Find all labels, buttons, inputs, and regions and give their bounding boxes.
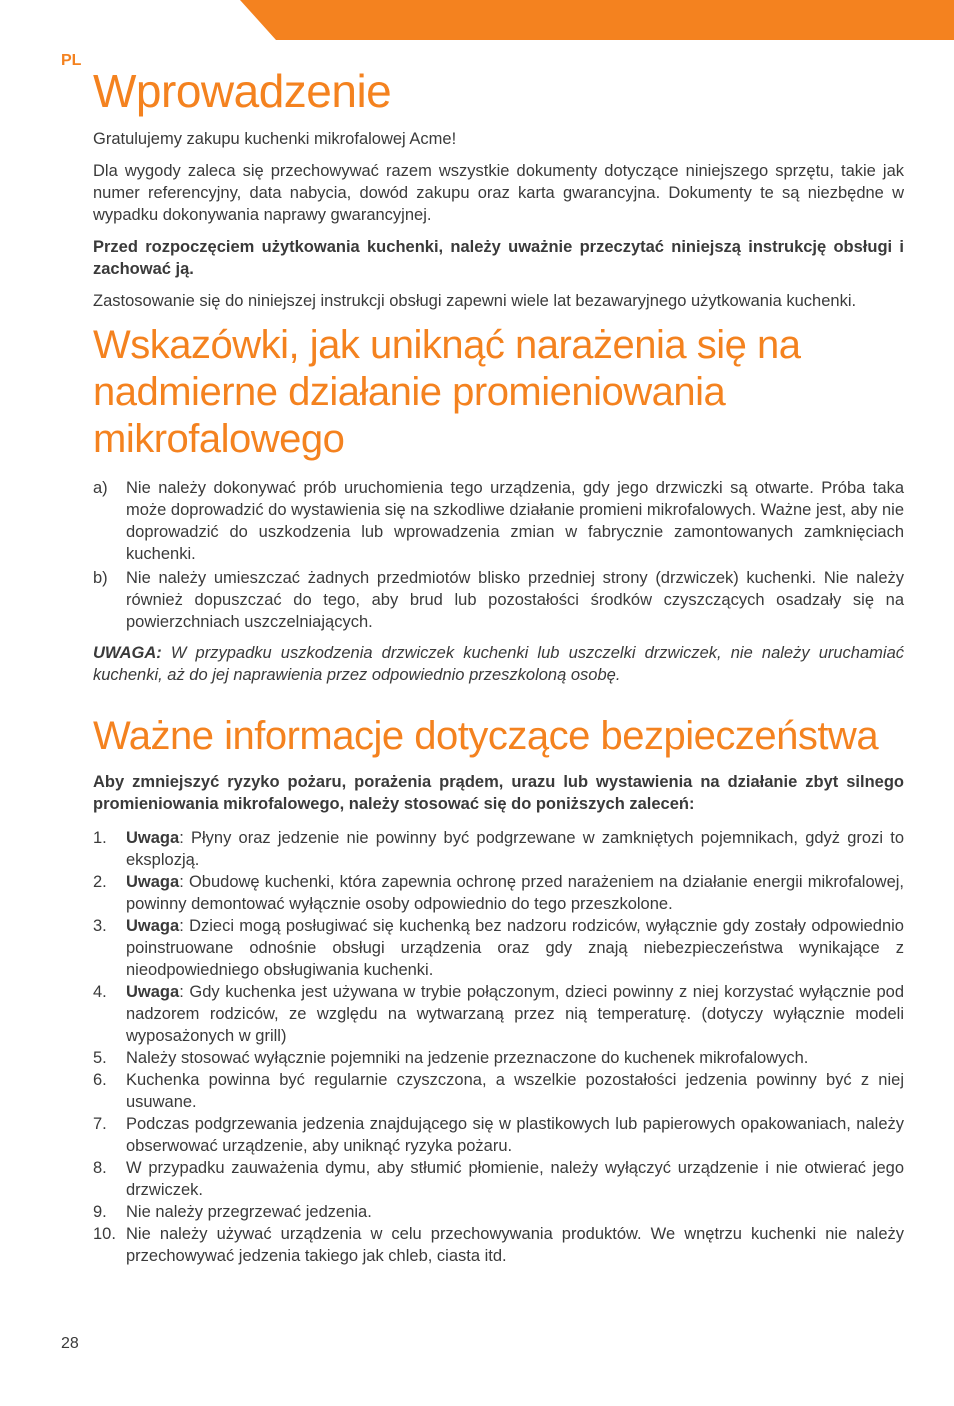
list-item-text: : Obudowę kuchenki, która zapewnia ochronę przed narażeniem na działanie energii mikrofalowej, powinny demontować wyłącznie osoby odpowiednio do tego przeszkolone.: [126, 873, 904, 913]
safety-heading: Ważne informacje dotyczące bezpieczeństwa: [93, 714, 879, 758]
list-number: 5.: [93, 1049, 107, 1067]
intro-paragraph: Zastosowanie się do niniejszej instrukcji obsługi zapewni wiele lat bezawaryjnego użytkowania kuchenki.: [93, 292, 857, 310]
page-content: [93, 62, 904, 1267]
item-label: Uwaga: [126, 917, 180, 935]
tips-list: [93, 477, 904, 633]
list-number: 2.: [93, 873, 107, 891]
list-item-text: Nie należy umieszczać żadnych przedmiotów blisko przedniej strony (drzwiczek) kuchenki. Nie należy również dopuszczać do tego, aby brud lub pozostałości środków czyszczących osadzały się na powierzchniach uszczelniających.: [126, 569, 904, 631]
safety-list: [93, 827, 904, 1267]
item-label: Uwaga: [126, 983, 180, 1001]
list-item: [93, 1047, 904, 1069]
header-accent-bar: [240, 0, 954, 40]
list-item-text: : Płyny oraz jedzenie nie powinny być podgrzewane w zamkniętych pojemnikach, gdyż grozi to eksplozją.: [126, 829, 904, 869]
note-label: UWAGA:: [93, 644, 162, 662]
list-marker: b): [93, 569, 108, 587]
list-item: [93, 477, 904, 565]
list-item-text: Podczas podgrzewania jedzenia znajdującego się w plastikowych lub papierowych opakowaniach, należy obserwować urządzenie, aby uniknąć ryzyka pożaru.: [126, 1115, 904, 1155]
list-item-text: Należy stosować wyłącznie pojemniki na jedzenie przeznaczone do kuchenek mikrofalowych.: [126, 1049, 809, 1067]
list-item-text: Nie należy przegrzewać jedzenia.: [126, 1203, 372, 1221]
safety-section: [93, 713, 904, 1267]
language-label: PL: [61, 52, 82, 69]
list-item: [93, 567, 904, 633]
warning-note: [93, 642, 904, 686]
list-number: 3.: [93, 917, 107, 935]
item-label: Uwaga: [126, 829, 180, 847]
list-item: [93, 827, 904, 871]
list-item-text: Kuchenka powinna być regularnie czyszczona, a wszelkie pozostałości jedzenia powinny być z niej usuwane.: [126, 1071, 904, 1111]
list-number: 9.: [93, 1203, 107, 1221]
list-item: [93, 1223, 904, 1267]
list-item: [93, 871, 904, 915]
page-number: 28: [61, 1335, 79, 1352]
intro-section: [93, 62, 904, 312]
list-item-text: Nie należy używać urządzenia w celu przechowywania produktów. We wnętrzu kuchenki nie należy przechowywać jedzenia takiego jak chleb, ciasta itd.: [126, 1225, 904, 1265]
list-number: 8.: [93, 1159, 107, 1177]
list-number: 10.: [93, 1225, 116, 1243]
intro-paragraph: Dla wygody zaleca się przechowywać razem wszystkie dokumenty dotyczące niniejszego sprzętu, takie jak numer referencyjny, data nabycia, dowód zakupu oraz karta gwarancyjna. Dokumenty te są niezbędne w wypadku dokonywania naprawy gwarancyjnej.: [93, 162, 904, 224]
list-item: [93, 915, 904, 981]
intro-heading: Wprowadzenie: [93, 65, 392, 117]
list-number: 4.: [93, 983, 107, 1001]
list-marker: a): [93, 479, 108, 497]
list-item: [93, 1113, 904, 1157]
list-item-text: : Dzieci mogą posługiwać się kuchenką bez nadzoru rodziców, wyłącznie gdy zostały odpowiednio poinstruowane odnośnie obsługi urządzenia oraz gdy znają niebezpieczeństwa wynikające z nieodpowiedniego obsługiwania kuchenki.: [126, 917, 904, 979]
tips-section: [93, 322, 904, 686]
tips-heading: Wskazówki, jak uniknąć narażenia się na nadmierne działanie promieniowania mikrofalowego: [93, 323, 801, 461]
list-item-text: Nie należy dokonywać prób uruchomienia tego urządzenia, gdy jego drzwiczki są otwarte. Próba taka może doprowadzić do wystawienia się na szkodliwe działanie promieni mikrofalowych. Ważne jest, aby nie doprowadzić do uszkodzenia lub wprowadzenia zmian w fabrycznie zamontowanych zamknięciach kuchenki.: [126, 479, 904, 563]
intro-paragraph: Gratulujemy zakupu kuchenki mikrofalowej Acme!: [93, 130, 457, 148]
intro-warning: Przed rozpoczęciem użytkowania kuchenki, należy uważnie przeczytać niniejszą instrukcję obsługi i zachować ją.: [93, 238, 904, 278]
list-item: [93, 1069, 904, 1113]
item-label: Uwaga: [126, 873, 180, 891]
list-item: [93, 981, 904, 1047]
safety-lead: Aby zmniejszyć ryzyko pożaru, porażenia prądem, urazu lub wystawienia na działanie zbyt silnego promieniowania mikrofalowego, należy stosować się do poniższych zaleceń:: [93, 773, 904, 813]
list-number: 6.: [93, 1071, 107, 1089]
list-number: 1.: [93, 829, 107, 847]
list-item: [93, 1201, 904, 1223]
list-item-text: W przypadku zauważenia dymu, aby stłumić płomienie, należy wyłączyć urządzenie i nie otwierać jego drzwiczek.: [126, 1159, 904, 1199]
list-item: [93, 1157, 904, 1201]
note-text: W przypadku uszkodzenia drzwiczek kuchenki lub uszczelki drzwiczek, nie należy uruchamiać kuchenki, aż do jej naprawienia przez odpowiednio przeszkoloną osobę.: [93, 644, 904, 684]
list-item-text: : Gdy kuchenka jest używana w trybie połączonym, dzieci powinny z niej korzystać wyłącznie pod nadzorem rodziców, ze względu na wytwarzaną przez nią temperaturę. (dotyczy wyłącznie modeli wyposażonych w grill): [126, 983, 904, 1045]
list-number: 7.: [93, 1115, 107, 1133]
